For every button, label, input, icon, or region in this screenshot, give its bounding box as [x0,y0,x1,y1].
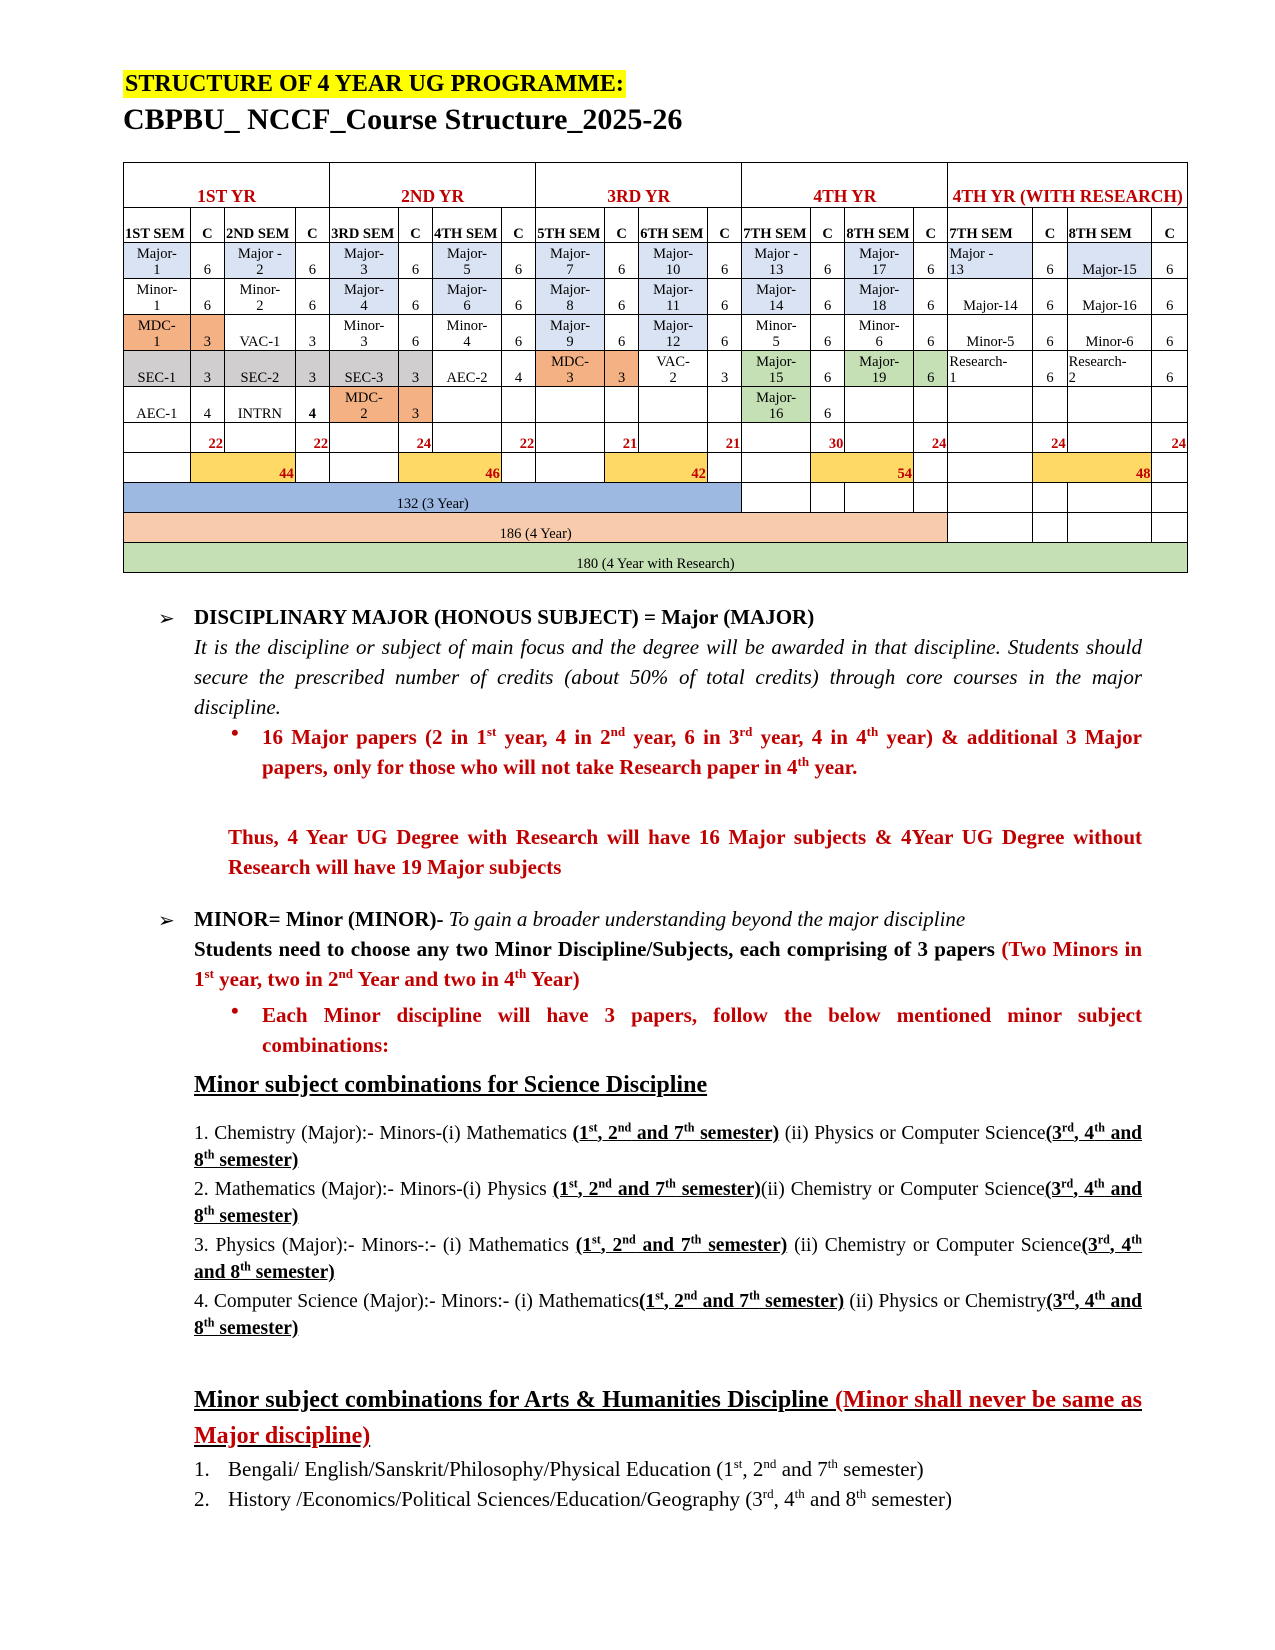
year-total: 46 [398,453,501,483]
sem-header-cell: 5TH SEM [536,208,605,243]
table-cell: 6 [1033,315,1067,351]
minor-heading: MINOR= Minor (MINOR)- To gain a broader understanding beyond the major discipline [194,907,966,931]
total-4-year: 186 (4 Year) [124,513,948,543]
semester-total: 21 [604,423,638,453]
table-cell: Major- 4 [330,279,399,315]
table-cell: 6 [1033,279,1067,315]
table-cell: Major- 16 [742,387,811,423]
table-cell [914,387,948,423]
sem-header-cell: 6TH SEM [639,208,708,243]
arrow-bullet-icon: ➢ [158,608,175,630]
table-cell: 3 [707,351,741,387]
minor-papers-bullet: Each Minor discipline will have 3 papers, follow the below mentioned minor subject combinations: [262,1003,1142,1057]
table-cell: 6 [604,243,638,279]
table-cell: AEC-1 [124,387,191,423]
sem-header-cell: C [501,208,535,243]
year-total: 42 [604,453,707,483]
semester-total: 21 [707,423,741,453]
table-cell [948,387,1033,423]
table-cell: Minor-6 [1067,315,1152,351]
table-cell: AEC-2 [433,351,502,387]
table-cell: Major-15 [1067,243,1152,279]
table-cell: 6 [1033,351,1067,387]
table-cell: 6 [810,315,844,351]
sem-header-cell: C [604,208,638,243]
table-cell: MDC- 2 [330,387,399,423]
table-cell: Research- 2 [1067,351,1152,387]
sem-header-cell: 2ND SEM [225,208,296,243]
science-combination-4: 4. Computer Science (Major):- Minors:- (i) Mathematics(1st, 2nd and 7th semester) (ii) Physics or Chemistry(3rd, 4th and 8th semester) [194,1288,1142,1339]
table-cell: Major- 6 [433,279,502,315]
table-cell: 6 [398,243,432,279]
table-cell [1067,387,1152,423]
table-cell: 6 [707,243,741,279]
table-cell: 3 [190,315,224,351]
science-combination-1: 1. Chemistry (Major):- Minors-(i) Mathematics (1st, 2nd and 7th semester) (ii) Physics or Computer Science(3rd, 4th and 8th semester) [194,1120,1143,1171]
table-cell: 6 [1152,315,1188,351]
table-cell [536,387,605,423]
table-cell: Major- 19 [845,351,914,387]
table-cell: 6 [914,243,948,279]
table-cell: 6 [914,279,948,315]
sem-header-cell: C [295,208,329,243]
table-cell: Minor- 3 [330,315,399,351]
table-cell: 6 [914,351,948,387]
table-cell: 6 [1152,351,1188,387]
table-cell [707,387,741,423]
table-cell: Research- 1 [948,351,1033,387]
table-cell: 3 [398,351,432,387]
sem-header-cell: 7TH SEM [948,208,1033,243]
table-cell: 6 [190,279,224,315]
table-cell: Minor- 4 [433,315,502,351]
semester-total: 24 [1152,423,1188,453]
minor-choose-note: Students need to choose any two Minor Discipline/Subjects, each comprising of 3 papers (Two Minors in 1st year, two in 2nd Year and two in 4th Year) [194,937,1143,991]
course-structure-table [123,162,1188,573]
table-cell: MDC- 1 [124,315,191,351]
table-cell: 6 [501,279,535,315]
title-structure: STRUCTURE OF 4 YEAR UG PROGRAMME: [125,71,624,97]
table-cell: 3 [295,315,329,351]
semester-total: 24 [398,423,432,453]
table-cell: Major-14 [948,279,1033,315]
major-heading: DISCIPLINARY MAJOR (HONOUS SUBJECT) = Major (MAJOR) [194,605,815,629]
table-cell: Major - 13 [742,243,811,279]
table-cell: 6 [1152,279,1188,315]
table-cell: Major- 15 [742,351,811,387]
major-description: It is the discipline or subject of main focus and the degree will be awarded in that discipline. Students should secure the prescribed number of credits (about 50% of total credits) through core courses in the major discipline. [194,635,1142,719]
table-cell: Major- 7 [536,243,605,279]
table-cell: 6 [914,315,948,351]
table-cell [501,387,535,423]
sem-header-cell: 3RD SEM [330,208,399,243]
semester-total: 22 [190,423,224,453]
sem-header-cell: 8TH SEM [845,208,914,243]
sem-header-cell: 1ST SEM [124,208,191,243]
table-cell: 6 [295,279,329,315]
table-cell: Major-16 [1067,279,1152,315]
sem-header-cell: C [1033,208,1067,243]
table-cell: SEC-2 [225,351,296,387]
year-header-1: 1ST YR [124,163,330,208]
table-cell: Major- 1 [124,243,191,279]
table-cell: SEC-3 [330,351,399,387]
table-cell: Major- 11 [639,279,708,315]
semester-total: 30 [810,423,844,453]
arts-combination-2: 2. History /Economics/Political Sciences/Education/Geography (3rd, 4th and 8th semester) [194,1486,952,1511]
table-cell: Major- 5 [433,243,502,279]
table-cell: 6 [810,279,844,315]
table-cell: 6 [398,279,432,315]
table-cell [1152,387,1188,423]
major-papers-bullet: 16 Major papers (2 in 1st year, 4 in 2nd year, 6 in 3rd year, 4 in 4th year) & additional 3 Major papers, only for those who will not take Research paper in 4th year. [262,724,1142,779]
year-header-4: 4TH YR [742,163,948,208]
science-combination-2: 2. Mathematics (Major):- Minors-(i) Physics (1st, 2nd and 7th semester)(ii) Chemistry or Computer Science(3rd, 4th and 8th semester) [194,1176,1143,1227]
semester-total: 22 [295,423,329,453]
table-cell [433,387,502,423]
table-cell [845,387,914,423]
table-cell: INTRN [225,387,296,423]
table-cell: 3 [604,351,638,387]
arrow-bullet-icon: ➢ [158,910,175,932]
table-cell: MDC- 3 [536,351,605,387]
bullet-dot-icon: • [231,720,239,745]
sem-header-cell: C [707,208,741,243]
table-cell: Major- 14 [742,279,811,315]
table-cell: Minor- 6 [845,315,914,351]
table-cell: 6 [810,387,844,423]
table-cell: Minor- 1 [124,279,191,315]
arts-heading: Minor subject combinations for Arts & Humanities Discipline (Minor shall never be same as Major discipline) [194,1387,1143,1449]
sem-header-cell: 8TH SEM [1067,208,1152,243]
table-cell: Major- 8 [536,279,605,315]
science-heading: Minor subject combinations for Science Discipline [194,1072,708,1098]
year-total: 54 [810,453,913,483]
table-cell: 6 [190,243,224,279]
sem-header-cell: C [398,208,432,243]
table-cell: 3 [398,387,432,423]
year-total: 44 [190,453,295,483]
table-cell [639,387,708,423]
semester-total: 24 [1033,423,1067,453]
semester-total: 24 [914,423,948,453]
table-cell: Major- 9 [536,315,605,351]
table-cell: Major - 13 [948,243,1033,279]
table-cell: SEC-1 [124,351,191,387]
table-cell: VAC-1 [225,315,296,351]
table-cell: Major- 17 [845,243,914,279]
table-cell: 6 [604,315,638,351]
table-cell: Major - 2 [225,243,296,279]
table-cell: Minor- 2 [225,279,296,315]
major-thus-note: Thus, 4 Year UG Degree with Research will have 16 Major subjects & 4Year UG Degree without Research will have 19 Major subjects [228,825,1142,879]
science-combination-3: 3. Physics (Major):- Minors-:- (i) Mathematics (1st, 2nd and 7th semester) (ii) Chemistry or Computer Science(3rd, 4th and 8th semester) [194,1232,1143,1283]
year-header-4-research: 4TH YR (WITH RESEARCH) [948,163,1188,208]
sem-header-cell: 7TH SEM [742,208,811,243]
table-cell [1033,387,1067,423]
table-cell: Minor-5 [948,315,1033,351]
arts-combination-1: 1. Bengali/ English/Sanskrit/Philosophy/Physical Education (1st, 2nd and 7th semester) [194,1456,924,1481]
sem-header-cell: C [1152,208,1188,243]
table-cell: 6 [707,279,741,315]
semester-total: 22 [501,423,535,453]
year-total: 48 [1033,453,1152,483]
table-cell: 6 [501,243,535,279]
table-cell: 6 [501,315,535,351]
table-cell: Major- 18 [845,279,914,315]
sem-header-cell: C [914,208,948,243]
table-cell: Minor- 5 [742,315,811,351]
bullet-dot-icon: • [231,998,239,1023]
table-cell: 6 [1152,243,1188,279]
table-cell: 6 [398,315,432,351]
table-cell: 6 [707,315,741,351]
year-header-2: 2ND YR [330,163,536,208]
table-cell: 6 [295,243,329,279]
table-cell: Major- 10 [639,243,708,279]
table-cell: 6 [1033,243,1067,279]
table-cell: Major- 3 [330,243,399,279]
table-cell: 4 [295,387,329,423]
table-cell: 4 [501,351,535,387]
table-cell: VAC- 2 [639,351,708,387]
table-cell: 6 [810,243,844,279]
total-3-year: 132 (3 Year) [124,483,742,513]
table-cell [604,387,638,423]
table-cell: 3 [190,351,224,387]
table-cell: 6 [604,279,638,315]
sem-header-cell: C [190,208,224,243]
total-4-year-research: 180 (4 Year with Research) [124,543,1188,573]
table-cell: 3 [295,351,329,387]
year-header-3: 3RD YR [536,163,742,208]
table-cell: 6 [810,351,844,387]
sem-header-cell: C [810,208,844,243]
sem-header-cell: 4TH SEM [433,208,502,243]
table-cell: Major- 12 [639,315,708,351]
table-cell: 4 [190,387,224,423]
title-course-structure: CBPBU_ NCCF_Course Structure_2025-26 [123,103,683,136]
